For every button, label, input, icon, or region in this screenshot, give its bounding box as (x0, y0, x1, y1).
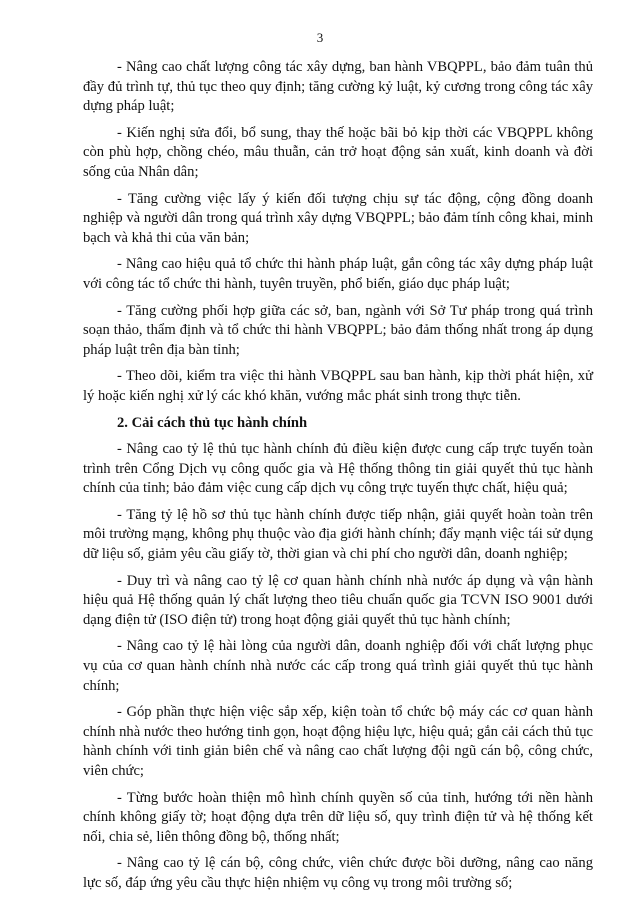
paragraph-online-processing: - Tăng tỷ lệ hồ sơ thủ tục hành chính được tiếp nhận, giải quyết hoàn toàn trên môi trường mạng, không phụ thuộc vào địa giới hành chính; đẩy mạnh việc tái sử dụng dữ liệu số, giảm yêu cầu giấy tờ, thời gian và chi phí cho người dân, doanh nghiệp; (83, 506, 593, 563)
section-heading-admin-reform: 2. Cải cách thủ tục hành chính (117, 414, 308, 431)
paragraph-public-consultation: - Tăng cường việc lấy ý kiến đối tượng chịu sự tác động, cộng đồng doanh nghiệp và người dân trong quá trình xây dựng VBQPPL; bảo đảm tính công khai, minh bạch và khả thi của văn bản; (83, 190, 593, 246)
paragraph-law-enforcement: - Nâng cao hiệu quả tổ chức thi hành pháp luật, gắn công tác xây dựng pháp luật với công tác tổ chức thi hành, tuyên truyền, phổ biến, giáo dục pháp luật; (83, 256, 593, 292)
page-number: 3 (316, 30, 324, 45)
paragraph-streamlining: - Góp phần thực hiện việc sắp xếp, kiện toàn tổ chức bộ máy các cơ quan hành chính nhà nước theo hướng tinh gọn, hoạt động hiệu lực, hiệu quả; gắn cải cách thủ tục hành chính với tinh giản biên chế và nâng cao chất lượng đội ngũ cán bộ, công chức, viên chức; (83, 704, 593, 779)
paragraph-monitoring: - Theo dõi, kiểm tra việc thi hành VBQPPL sau ban hành, kịp thời phát hiện, xử lý hoặc kiến nghị xử lý các khó khăn, vướng mắc phát sinh trong thực tiễn. (83, 368, 593, 404)
paragraph-online-services: - Nâng cao tỷ lệ thủ tục hành chính đủ điều kiện được cung cấp trực tuyến toàn trình trên Cổng Dịch vụ công quốc gia và Hệ thống thông tin giải quyết thủ tục hành chính của tỉnh; bảo đảm việc cung cấp dịch vụ công trực tuyến thực chất, hiệu quả; (83, 441, 593, 497)
paragraph-digital-skills: - Nâng cao tỷ lệ cán bộ, công chức, viên chức được bồi dưỡng, nâng cao năng lực số, đáp ứng yêu cầu thực hiện nhiệm vụ công vụ trong môi trường số; (83, 855, 593, 891)
paragraph-legal-quality: - Nâng cao chất lượng công tác xây dựng, ban hành VBQPPL, bảo đảm tuân thủ đầy đủ trình tự, thủ tục theo quy định; tăng cường kỷ luật, kỷ cương trong công tác xây dựng pháp luật; (83, 59, 593, 115)
paragraph-satisfaction: - Nâng cao tỷ lệ hài lòng của người dân, doanh nghiệp đối với chất lượng phục vụ của cơ quan hành chính nhà nước các cấp trong quá trình giải quyết thủ tục hành chính; (83, 638, 593, 694)
paragraph-digital-government: - Từng bước hoàn thiện mô hình chính quyền số của tỉnh, hướng tới nền hành chính không giấy tờ; hoạt động dựa trên dữ liệu số, quy trình điện tử và hệ thống kết nối, chia sẻ, liên thông đồng bộ, thống nhất; (83, 789, 593, 845)
paragraph-coordination: - Tăng cường phối hợp giữa các sở, ban, ngành với Sở Tư pháp trong quá trình soạn thảo, thẩm định và tổ chức thi hành VBQPPL; bảo đảm thống nhất trong áp dụng pháp luật trên địa bàn tỉnh; (83, 302, 593, 358)
paragraph-iso-quality: - Duy trì và nâng cao tỷ lệ cơ quan hành chính nhà nước áp dụng và vận hành hiệu quả Hệ thống quản lý chất lượng theo tiêu chuẩn quốc gia TCVN ISO 9001 dưới dạng điện tử (ISO điện tử) trong hoạt động giải quyết thủ tục hành chính; (83, 572, 593, 628)
paragraph-amend-documents: - Kiến nghị sửa đổi, bổ sung, thay thế hoặc bãi bỏ kịp thời các VBQPPL không còn phù hợp, chồng chéo, mâu thuẫn, cản trở hoạt động sản xuất, kinh doanh và đời sống của Nhân dân; (83, 124, 593, 180)
document-body (83, 58, 593, 901)
